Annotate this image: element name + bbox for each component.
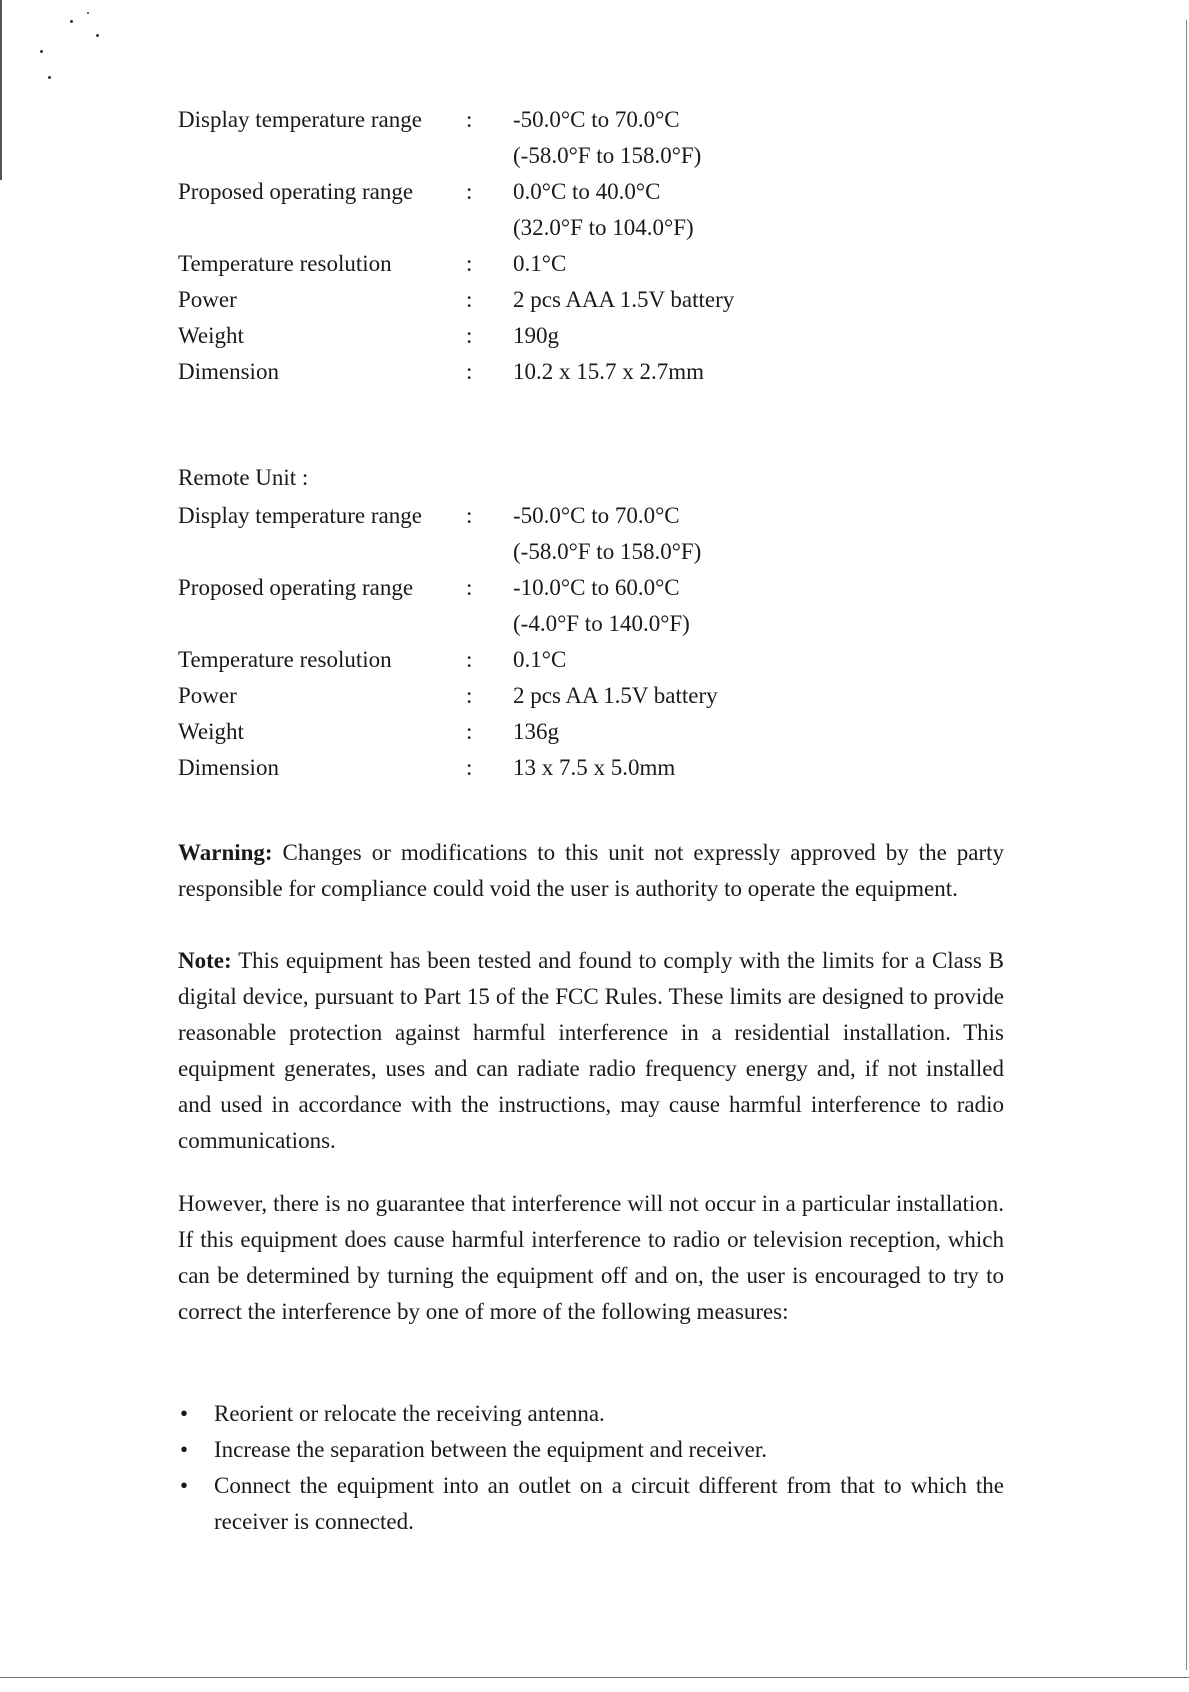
scan-speck (70, 20, 73, 23)
warning-text: Changes or modifications to this unit not expressly approved by the party responsible for compliance could void the user is authority to operate the equipment. (178, 840, 1004, 901)
spec-label: Dimension (178, 755, 279, 780)
spec-separator: : (466, 755, 473, 780)
spec-separator: : (466, 323, 473, 348)
spec-value-line: 0.0°C to 40.0°C (513, 179, 661, 204)
warning-lead: Warning: (178, 840, 273, 865)
scan-speck (87, 12, 89, 14)
spec-separator: : (466, 683, 473, 708)
bottom-edge-line (0, 1677, 1189, 1678)
spec-label: Proposed operating range (178, 575, 414, 600)
note-lead: Note: (178, 948, 232, 973)
spec-separator: : (466, 287, 473, 312)
spec-label: Power (178, 683, 237, 708)
spec-value (513, 246, 566, 282)
spec-label: Display temperature range (178, 503, 422, 528)
remote-unit-spec-table (178, 498, 978, 786)
spec-value-line: -10.0°C to 60.0°C (513, 575, 680, 600)
scan-speck (48, 76, 51, 79)
spec-value-line: (-58.0°F to 158.0°F) (513, 539, 702, 564)
spec-value-line: (32.0°F to 104.0°F) (513, 215, 694, 240)
spec-row (178, 102, 978, 174)
spec-value-line: -50.0°C to 70.0°C (513, 503, 680, 528)
note-paragraph (178, 943, 1004, 1159)
right-edge-line (1186, 20, 1187, 1670)
main-unit-spec-table (178, 102, 978, 390)
spec-value (513, 570, 690, 642)
spec-row (178, 246, 978, 282)
spec-value (513, 714, 559, 750)
spec-value-line: 13 x 7.5 x 5.0mm (513, 755, 676, 780)
bullet-icon: • (180, 1401, 189, 1426)
spec-label: Display temperature range (178, 107, 422, 132)
warning-paragraph (178, 835, 1004, 907)
spec-value (513, 678, 718, 714)
spec-row (178, 714, 978, 750)
spec-value-line: (-58.0°F to 158.0°F) (513, 143, 702, 168)
spec-row (178, 750, 978, 786)
remote-unit-heading: Remote Unit : (178, 465, 309, 490)
spec-value (513, 282, 734, 318)
spec-row (178, 678, 978, 714)
spec-value (513, 174, 694, 246)
spec-label: Temperature resolution (178, 251, 392, 276)
spec-row (178, 570, 978, 642)
bullet-icon: • (180, 1473, 189, 1498)
spec-value-line: -50.0°C to 70.0°C (513, 107, 680, 132)
spec-row (178, 174, 978, 246)
left-edge-line (0, 0, 2, 180)
list-item-text: Reorient or relocate the receiving antenna. (214, 1401, 605, 1426)
measures-list (178, 1396, 1004, 1540)
spec-label: Weight (178, 323, 244, 348)
scan-speck (96, 34, 99, 37)
spec-value (513, 102, 701, 174)
spec-value-line: 0.1°C (513, 647, 567, 672)
spec-label: Dimension (178, 359, 279, 384)
bullet-icon: • (180, 1437, 189, 1462)
spec-separator: : (466, 179, 473, 204)
spec-separator: : (466, 575, 473, 600)
spec-value-line: 2 pcs AA 1.5V battery (513, 683, 718, 708)
spec-value-line: 190g (513, 323, 559, 348)
spec-label: Weight (178, 719, 244, 744)
spec-row (178, 354, 978, 390)
scan-speck (40, 50, 43, 53)
spec-label: Power (178, 287, 237, 312)
spec-separator: : (466, 359, 473, 384)
list-item-text: Connect the equipment into an outlet on a circuit different from that to which the receiver is connected. (214, 1473, 1004, 1534)
spec-value-line: (-4.0°F to 140.0°F) (513, 611, 690, 636)
spec-separator: : (466, 719, 473, 744)
note-text: This equipment has been tested and found to comply with the limits for a Class B digital device, pursuant to Part 15 of the FCC Rules. These limits are designed to provide reasonable protection against harmful interference in a residential installation. This equipment generates, uses and can radiate radio frequency energy and, if not installed and used in accordance with the instructions, may cause harmful interference to radio communications. (178, 948, 1004, 1153)
spec-separator: : (466, 647, 473, 672)
list-item (178, 1432, 1004, 1468)
spec-row (178, 498, 978, 570)
spec-separator: : (466, 107, 473, 132)
spec-value (513, 750, 675, 786)
spec-value-line: 136g (513, 719, 559, 744)
spec-row (178, 318, 978, 354)
spec-row (178, 642, 978, 678)
spec-value-line: 10.2 x 15.7 x 2.7mm (513, 359, 705, 384)
spec-value-line: 2 pcs AAA 1.5V battery (513, 287, 735, 312)
spec-value (513, 318, 559, 354)
spec-separator: : (466, 251, 473, 276)
spec-row (178, 282, 978, 318)
spec-value (513, 642, 566, 678)
spec-value (513, 498, 701, 570)
spec-value (513, 354, 704, 390)
list-item (178, 1468, 1004, 1540)
spec-label: Temperature resolution (178, 647, 392, 672)
spec-separator: : (466, 503, 473, 528)
spec-label: Proposed operating range (178, 179, 414, 204)
spec-value-line: 0.1°C (513, 251, 567, 276)
however-paragraph: However, there is no guarantee that interference will not occur in a particular installation. If this equipment does cause harmful interference to radio or television reception, which can be determined by turning the equipment off and on, the user is encouraged to try to correct the interference by one of more of the following measures: (178, 1191, 1004, 1324)
list-item (178, 1396, 1004, 1432)
list-item-text: Increase the separation between the equipment and receiver. (214, 1437, 768, 1462)
